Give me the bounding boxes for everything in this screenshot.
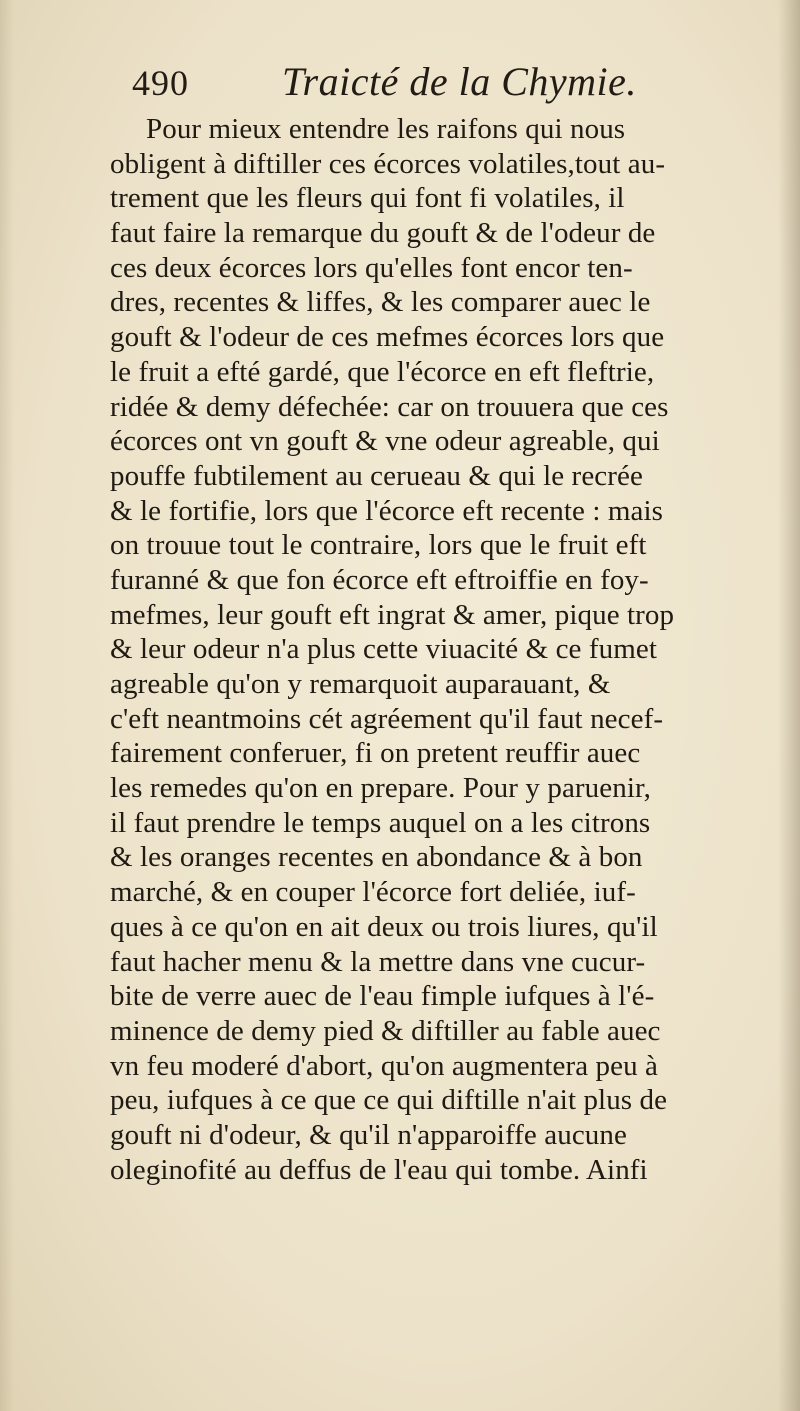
page-number: 490 [132,63,189,103]
page-left-edge [0,0,14,1411]
page-header [130,58,690,110]
text-line: écorces ont vn gouft & vne odeur agreable, qui [110,425,660,458]
text-line: vn feu moderé d'abort, qu'on augmentera peu à [110,1049,659,1082]
text-line: bite de verre auec de l'eau fimple iufques à l'é- [110,980,655,1013]
text-line: les remedes qu'on en prepare. Pour y paruenir, [110,772,651,805]
text-line: ridée & demy défechée: car on trouuera que ces [110,390,669,423]
text-line: agreable qu'on y remarquoit auparauant, & [110,668,611,700]
body-text [110,112,770,1187]
text-line: Pour mieux entendre les raifons qui nous [146,113,626,145]
text-line: ces deux écorces lors qu'elles font encor ten- [110,251,633,284]
text-line: oleginofité au deffus de l'eau qui tombe. Ainfi [110,1153,648,1186]
text-line: gouft ni d'odeur, & qu'il n'apparoiffe aucune [110,1118,627,1151]
text-line: c'eft neantmoins cét agréement qu'il faut necef- [110,702,664,735]
text-line: faut faire la remarque du gouft & de l'odeur de [110,217,656,250]
text-line: pouffe fubtilement au cerueau & qui le recrée [110,459,643,492]
text-line: fairement conferuer, fi on pretent reuffir auec [110,737,641,770]
text-line: le fruit a efté gardé, que l'écorce en eft fleftrie, [110,355,655,388]
text-line: obligent à diftiller ces écorces volatiles,tout au- [110,147,666,180]
text-line: trement que les fleurs qui font fi volatiles, il [110,182,625,215]
text-line: & le fortifie, lors que l'écorce eft recente : mais [110,494,664,527]
text-line: gouft & l'odeur de ces mefmes écorces lors que [110,321,665,354]
text-line: faut hacher menu & la mettre dans vne cucur- [110,945,646,978]
text-line: & leur odeur n'a plus cette viuacité & ce fumet [110,633,658,666]
text-line: peu, iufques à ce que ce qui diftille n'ait plus de [110,1084,668,1117]
page-gutter-shadow [778,0,800,1411]
text-line: il faut prendre le temps auquel on a les citrons [110,806,651,839]
text-line: furanné & que fon écorce eft eftroiffie en foy- [110,563,649,596]
text-line: dres, recentes & liffes, & les comparer auec le [110,286,651,319]
text-line: & les oranges recentes en abondance & à bon [110,841,643,874]
text-line: ques à ce qu'on en ait deux ou trois liures, qu'il [110,910,658,943]
text-line: on trouue tout le contraire, lors que le fruit eft [110,529,647,562]
text-line: marché, & en couper l'écorce fort deliée, iuf- [110,876,636,909]
text-line: minence de demy pied & diftiller au fable auec [110,1014,661,1047]
running-title: Traicté de la Chymie. [282,59,637,104]
text-line: mefmes, leur gouft eft ingrat & amer, pique trop [110,598,675,631]
